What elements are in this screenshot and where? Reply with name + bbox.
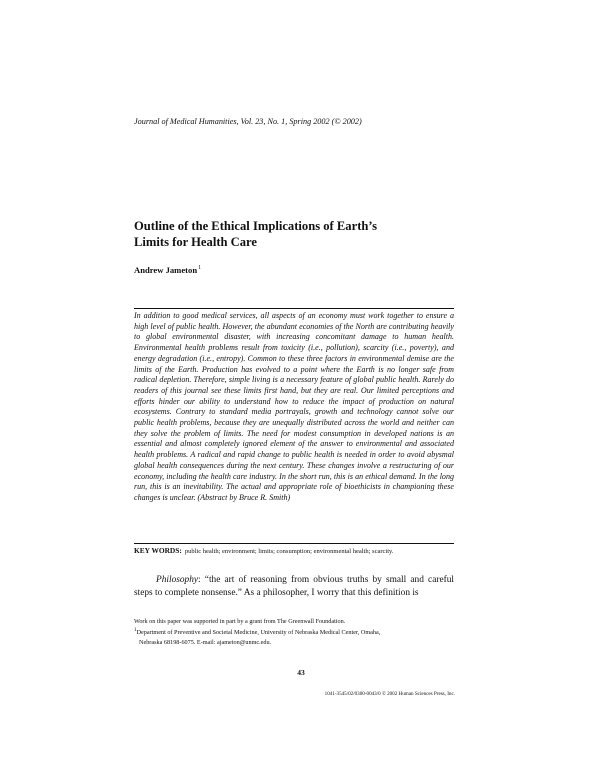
body-paragraph bbox=[134, 574, 454, 601]
abstract: In addition to good medical services, all aspects of an economy must work together to ensure a high level of public health. However, the abundant economies of the North are contributing heavily to global environmental disaster, with increasing concomitant damage to human health. Environmental health problems result from toxicity (i.e., pollution), scarcity (i.e., poverty), and energy degradation (i.e., entropy). Common to these three factors in environmental demise are the limits of the Earth. Production has evolved to a point where the Earth is no longer safe from radical depletion. Therefore, simple living is a necessary feature of global public health. Rarely do readers of this journal see these limits first hand, but they are real. Our limited perceptions and efforts hinder our ability to understand how to reduce the impact of production on natural ecosystems. Contrary to standard media portrayals, growth and technology cannot solve our public health problems, because they are unequally distributed across the world and neither can they solve the problem of limits. The need for modest consumption in developed nations is an essential and almost completely ignored element of the answer to environmental and associated health problems. A radical and rapid change to public health is needed in order to avoid abysmal global health consequences during the next century. These changes involve a restructuring of our economy, including the health care industry. In the short run, this is an ethical demand. In the long run, this is an inevitability. The actual and appropriate role of bioethicists in championing these changes is unclear. (Abstract by Bruce R. Smith) bbox=[134, 311, 454, 502]
title-line-1: Outline of the Ethical Implications of Earth’s bbox=[134, 219, 378, 233]
keywords bbox=[134, 546, 464, 556]
body-term: Philosophy bbox=[156, 575, 199, 585]
journal-citation: Journal of Medical Humanities, Vol. 23, No. 1, Spring 2002 (© 2002) bbox=[134, 117, 362, 126]
footnote-funding: Work on this paper was supported in part by a grant from The Greenwall Foundation. bbox=[134, 618, 346, 625]
abstract-top-rule bbox=[134, 308, 454, 309]
abstract-bottom-rule bbox=[134, 543, 454, 544]
article-title bbox=[134, 219, 464, 250]
body-text: : “the art of reasoning from obvious truths by small and careful steps to complete nonsense.” As a philosopher, I worry that this definition is bbox=[134, 575, 454, 599]
footnote-mark: 1 bbox=[134, 627, 137, 634]
copyright-line: 1041-3545/02/0300-0043/0 © 2002 Human Sciences Press, Inc. bbox=[324, 691, 455, 697]
author-name: Andrew Jameton bbox=[134, 265, 198, 275]
author-line bbox=[134, 265, 201, 275]
footnotes bbox=[134, 617, 459, 647]
footnote-affiliation-line-2: Nebraska 68198-6075. E-mail: ajameton@unmc.edu. bbox=[139, 638, 272, 646]
keywords-text: public health; environment; limits; consumption; environmental health; scarcity. bbox=[184, 548, 394, 555]
footnote-affiliation bbox=[134, 626, 459, 637]
keywords-label: KEY WORDS: bbox=[134, 546, 182, 555]
page-number: 43 bbox=[297, 668, 305, 677]
author-footnote-mark: 1 bbox=[198, 265, 202, 271]
title-line-2: Limits for Health Care bbox=[134, 234, 258, 249]
footnote-affiliation-line-1: Department of Preventive and Societal Medicine, University of Nebraska Medical Center, Omaha, bbox=[136, 629, 381, 637]
